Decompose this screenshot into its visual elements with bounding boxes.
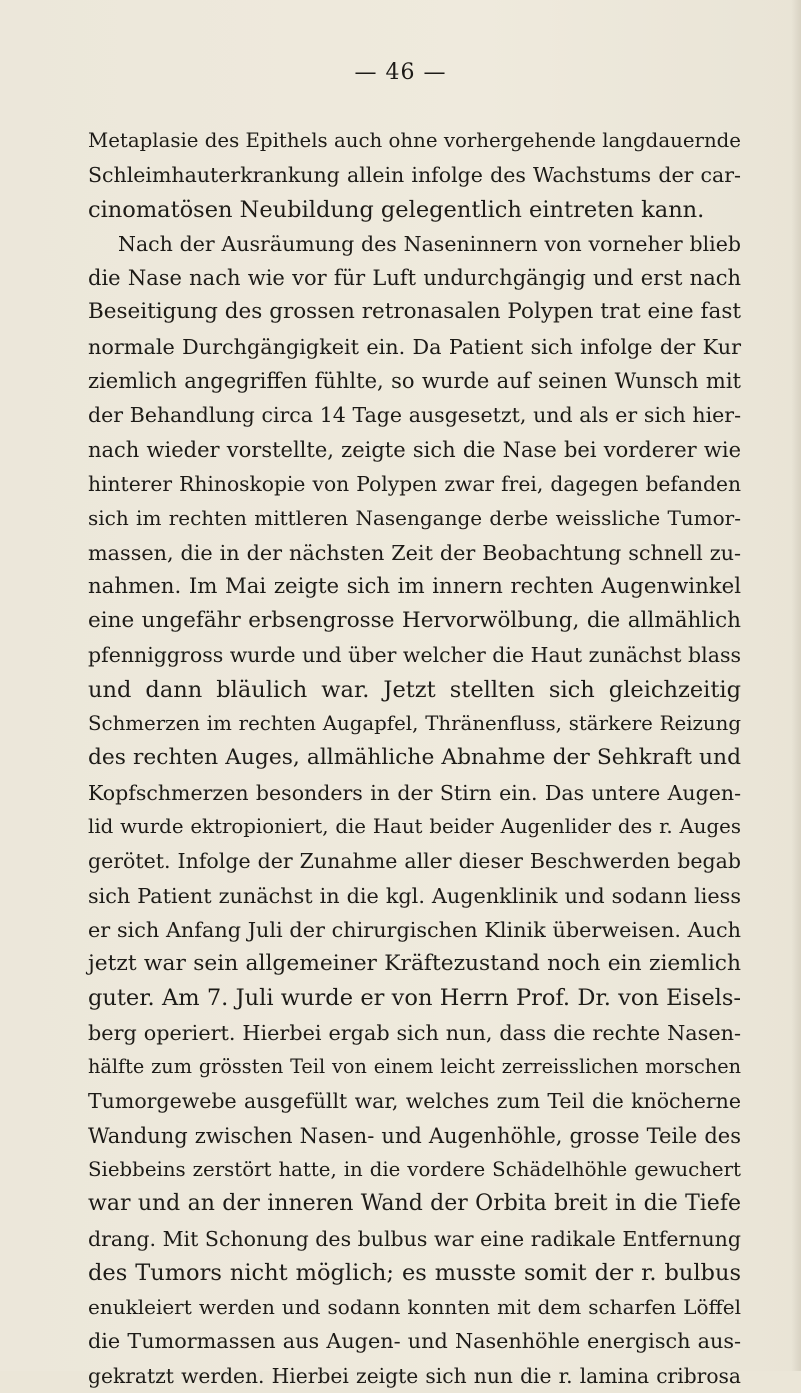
text-line: die Nase nach wie vor für Luft undurchgängig und erst nach [88, 266, 741, 291]
text-line: jetzt war sein allgemeiner Kräftezustand noch ein ziemlich [88, 951, 741, 977]
text-line: Wandung zwischen Nasen- und Augenhöhle, grosse Teile des [88, 1123, 741, 1148]
text-line: guter. Am 7. Juli wurde er von Herrn Prof. Dr. von Eisels- [88, 985, 741, 1012]
text-line: hälfte zum grössten Teil von einem leicht zerreisslichen morschen [88, 1055, 741, 1079]
text-line: der Behandlung circa 14 Tage ausgesetzt, und als er sich hier- [88, 403, 741, 428]
text-line: hinterer Rhinoskopie von Polypen zwar frei, dagegen befanden [88, 471, 741, 496]
body-text [88, 124, 741, 1393]
text-line: drang. Mit Schonung des bulbus war eine radikale Entfernung [88, 1226, 741, 1251]
text-line: cinomatösen Neubildung gelegentlich eintreten kann. [88, 196, 705, 223]
text-line: Schleimhauterkrankung allein infolge des Wachstums der car- [88, 163, 741, 188]
text-line: Kopfschmerzen besonders in der Stirn ein. Das untere Augen- [88, 780, 741, 805]
text-line: enukleiert werden und sodann konnten mit dem scharfen Löffel [88, 1295, 741, 1320]
text-line: gekratzt werden. Hierbei zeigte sich nun die r. lamina cribrosa [88, 1363, 741, 1388]
text-line: des Tumors nicht möglich; es musste somit der r. bulbus [88, 1259, 741, 1286]
text-line: er sich Anfang Juli der chirurgischen Klinik überweisen. Auch [88, 917, 741, 942]
text-line: eine ungefähr erbsengrosse Hervorwölbung, die allmählich [88, 608, 741, 634]
text-line: war und an der inneren Wand der Orbita breit in die Tiefe [88, 1191, 741, 1217]
text-line: pfenniggross wurde und über welcher die Haut zunächst blass [88, 643, 741, 668]
text-line: Beseitigung des grossen retronasalen Polypen trat eine fast [88, 299, 741, 325]
text-line: massen, die in der nächsten Zeit der Beobachtung schnell zu- [88, 540, 741, 565]
text-line: Metaplasie des Epithels auch ohne vorhergehende langdauernde [88, 129, 741, 152]
page-number-header: — 46 — [354, 60, 447, 85]
text-line: ziemlich angegriffen fühlte, so wurde auf seinen Wunsch mit [88, 369, 741, 394]
text-line: Schmerzen im rechten Augapfel, Thränenfluss, stärkere Reizung [88, 712, 741, 736]
text-line: Tumorgewebe ausgefüllt war, welches zum Teil die knöcherne [88, 1089, 741, 1114]
text-line: normale Durchgängigkeit ein. Da Patient sich infolge der Kur [88, 334, 741, 359]
text-line: nahmen. Im Mai zeigte sich im innern rechten Augenwinkel [88, 573, 741, 599]
text-line: die Tumormassen aus Augen- und Nasenhöhle energisch aus- [88, 1329, 741, 1354]
text-line: Siebbeins zerstört hatte, in die vordere Schädelhöhle gewuchert [88, 1157, 741, 1181]
text-line: berg operiert. Hierbei ergab sich nun, dass die rechte Nasen- [88, 1020, 741, 1045]
text-line: nach wieder vorstellte, zeigte sich die Nase bei vorderer wie [88, 437, 741, 462]
text-line: sich im rechten mittleren Nasengange derbe weissliche Tumor- [88, 506, 741, 531]
text-line: des rechten Auges, allmähliche Abnahme der Sehkraft und [88, 745, 741, 771]
text-line: und dann bläulich war. Jetzt stellten sich gleichzeitig [88, 676, 741, 703]
page-edge-shadow [791, 0, 801, 1371]
text-line: lid wurde ektropioniert, die Haut beider Augenlider des r. Auges [88, 814, 741, 838]
text-line: Nach der Ausräumung des Naseninnern von vorneher blieb [118, 231, 741, 256]
text-line: gerötet. Infolge der Zunahme aller dieser Beschwerden begab [88, 849, 741, 874]
text-line: sich Patient zunächst in die kgl. Augenklinik und sodann liess [88, 883, 741, 908]
